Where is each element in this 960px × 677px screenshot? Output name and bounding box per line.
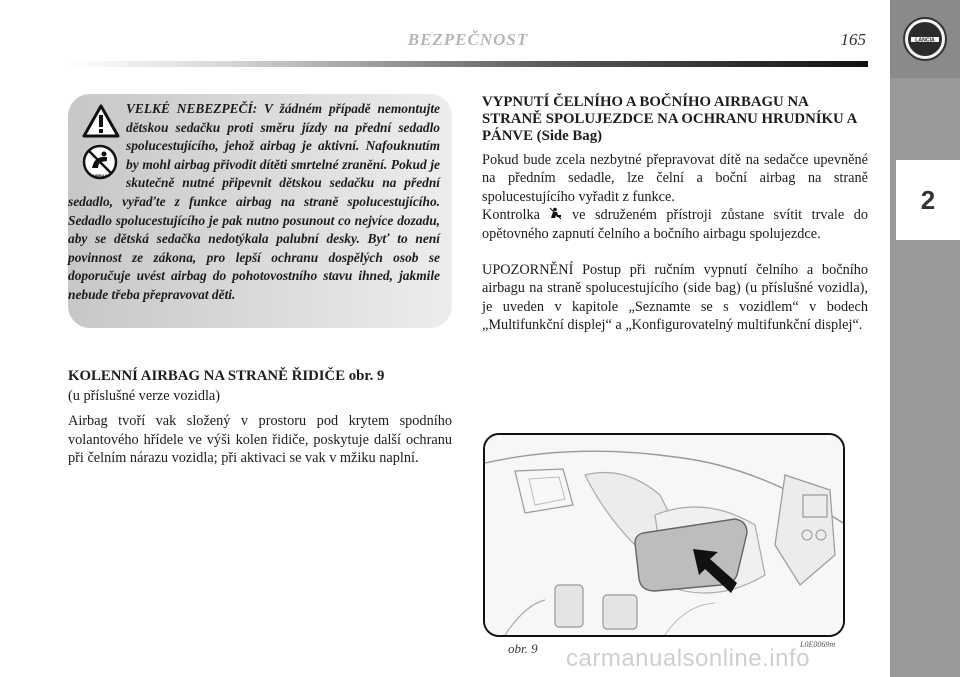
section-title: BEZPEČNOST [407,30,529,49]
knee-airbag-subheading: (u příslušné verze vozidla) [68,388,221,404]
paragraph-2-rest: ve sdruženém přístroji zůstane svítit trvale do opětovného zapnutí čelního a bočního airbagu spolujezdce. [482,207,869,242]
deactivation-paragraph-1: Pokud bude zcela nezbytné přepravovat dítě na sedačce upevněné na předním sedadle, lze čelní a boční airbag na straně spolucestujícího vyřadit z funkce. [482,152,868,205]
danger-warning-box [68,94,452,328]
deactivation-note [482,261,868,335]
brand-logo [890,0,960,78]
chapter-sidebar [890,0,960,677]
knee-airbag-section [68,368,452,468]
header-divider [68,61,868,67]
note-text: Postup při ručním vypnutí čelního a bočního airbagu na straně spolucestujícího (side bag) (u příslušné vozidla), je uveden v kapitole „Seznamte se s vozidlem“ v bodech „Multifunkční displej“ a „Konfigurovatelný multifunkční displej“. [482,262,868,334]
knee-airbag-heading: KOLENNÍ AIRBAG NA STRANĚ ŘIDIČE obr. 9 [68,368,385,384]
svg-text:LANCIA: LANCIA [915,37,935,44]
page-header [68,30,868,60]
knee-airbag-figure [483,433,845,637]
svg-text:AIRBAG: AIRBAG [92,173,108,178]
lancia-logo-icon [902,16,948,62]
figure-caption: obr. 9 [508,641,538,656]
airbag-deactivation-section [482,94,868,335]
warning-text: VELKÉ NEBEZPEČÍ: V žádném případě nemontujte dětskou sedačku proti směru jízdy na přední sedadlo spolucestujícího, jehož airbag je aktivní. Nafouknutím by mohl airbag přivodit dítěti smrtelné zranění. Pokud je skutečně nutné připevnit dětskou sedačku na přední sedadlo, vyřaďte z funkce airbag na straně spolucestujícího. Sedadlo spolucestujícího je pak nutno posunout co nejvíce dozadu, aby se dětská sedačka nedotýkala palubní desky. Byť to není povinnost ze zákona, pro lepší ochranu dospělých osob se doporučuje uvést airbag do pohotovostního stavu ihned, jakmile nebude třeba přepravovat děti. [68,101,440,302]
figure-code: L0E0069m [800,640,836,649]
watermark: carmanualsonline.info [566,645,810,672]
deactivation-paragraph-2 [482,206,868,243]
page-number: 165 [840,30,866,49]
knee-airbag-illustration [485,435,843,635]
knee-airbag-body: Airbag tvoří vak složený v prostoru pod krytem spodního volantového hřídele ve výši kolen řidiče, poskytuje další ochranu při čelním nárazu vozidla; při aktivaci se vak v mžiku naplní. [68,413,452,467]
airbag-off-warning-light-icon [549,207,562,220]
chapter-number: 2 [896,160,960,240]
note-label: UPOZORNĚNÍ [482,262,574,279]
deactivation-heading: VYPNUTÍ ČELNÍHO A BOČNÍHO AIRBAGU NA STRANĚ SPOLUJEZDCE NA OCHRANU HRUDNÍKU A PÁNVE (Side Bag) [482,94,857,144]
paragraph-2-lead: Kontrolka [482,207,550,224]
